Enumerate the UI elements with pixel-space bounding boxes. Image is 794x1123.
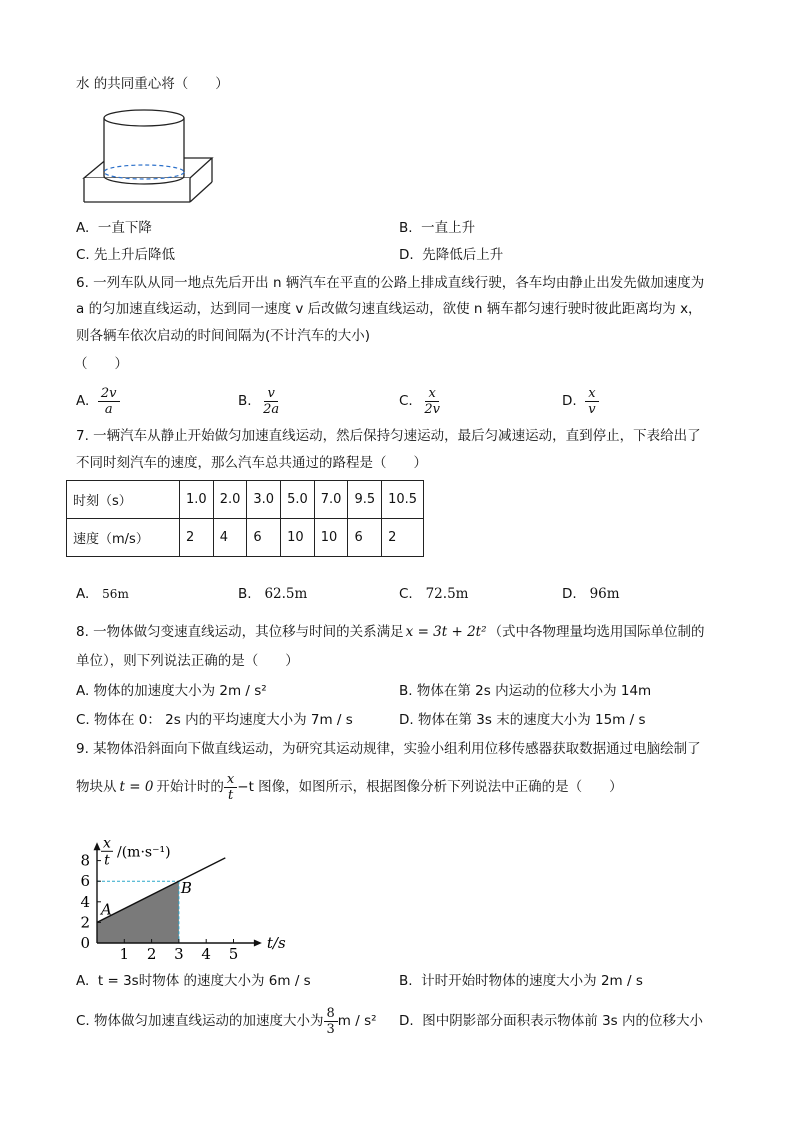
speed-time-table [66,480,424,557]
q7-option-a[interactable]: A. 56m [76,586,129,602]
table-header-time: 时刻（s） [67,481,180,519]
table-cell: 10.5 [382,481,424,519]
q9-option-b[interactable]: B. 计时开始时物体的速度大小为 2m / s [399,973,643,989]
table-cell: 7.0 [314,481,348,519]
table-cell: 1.0 [180,481,214,519]
q7-line1: 7. 一辆汽车从静止开始做匀加速直线运动，然后保持匀速运动，最后匀减速运动，直到停止，下表给出了 [76,428,701,444]
x-tick-label: 5 [228,945,239,960]
table-cell: 6 [348,519,382,557]
q9-option-c[interactable]: C. 物体做匀加速直线运动的加速度大小为 $\frac{8}{3}$ m / s² [76,1005,377,1037]
q6-option-d[interactable]: D. $\frac{x}{v}$ [562,382,599,420]
q7-option-c[interactable]: C. 72.5m [399,586,469,602]
q8-line1: 8. 一物体做匀变速直线运动，其位移与时间的关系满足 x = 3t + 2t² （式中各物理量均选用国际单位制的 [76,624,705,640]
q5-stem: 水 的共同重心将（ ） [76,76,229,92]
point-label-a: A [101,900,112,919]
cylinder-on-plate-figure [80,108,214,208]
q6-line3: 则各辆车依次启动的时间间隔为(不计汽车的大小) [76,328,371,344]
x-over-t-vs-t-chart [80,812,310,960]
table-cell: 2 [180,519,214,557]
x-axis-arrow [254,940,262,947]
x-tick-label: 1 [119,945,130,960]
table-cell: 10 [281,519,315,557]
y-axis-label-numerator: x [103,835,111,852]
table-header-speed: 速度（m/s） [67,519,180,557]
q5-option-d[interactable]: D. 先降低后上升 [399,247,504,263]
y-axis-arrow [94,842,101,850]
y-axis-label-unit: /(m·s⁻¹) [117,844,171,861]
x-axis-label: t/s [266,934,286,952]
table-cell: 2.0 [213,481,247,519]
q6-line1: 6. 一列车队从同一地点先后开出 n 辆汽车在平直的公路上排成直线行驶，各车均由静止出发先做加速度为 [76,275,705,291]
q8-option-a[interactable]: A. 物体的加速度大小为 2m / s² [76,683,267,699]
point-label-b: B [180,879,192,898]
q9-line2: 物块从 t = 0 开始计时的 $\frac{x}{t}$ −t 图像，如图所示，根据图像分析下列说法中正确的是（ ） [76,771,623,803]
q8-option-c[interactable]: C. 物体在 0： 2s 内的平均速度大小为 7m / s [76,712,353,728]
y-tick-label: 6 [80,872,90,891]
x-tick-label: 2 [146,945,157,960]
x-tick-label: 4 [201,945,211,960]
y-tick-label: 8 [80,851,90,870]
q9-line1: 9. 某物体沿斜面向下做直线运动，为研究其运动规律，实验小组利用位移传感器获取数据通过电脑绘制了 [76,741,701,757]
cylinder-top [104,110,184,126]
x-tick-label: 3 [174,945,184,960]
q8-line2: 单位），则下列说法正确的是（ ） [76,653,299,669]
table-cell: 9.5 [348,481,382,519]
y-tick-label: 2 [80,913,90,932]
y-tick-label: 0 [80,934,90,952]
q5-option-b[interactable]: B. 一直上升 [399,220,476,236]
table-cell: 6 [247,519,281,557]
q6-line2: a 的匀加速直线运动，达到同一速度 v 后改做匀速直线运动，欲使 n 辆车都匀速行驶时彼此距离均为 x， [76,301,702,317]
q6-option-b[interactable]: B. $\frac{v}{2a}$ [238,385,280,417]
q7-option-d[interactable]: D. 96m [562,586,620,602]
q7-line2: 不同时刻汽车的速度，那么汽车总共通过的路程是（ ） [76,455,427,471]
table-cell: 2 [382,519,424,557]
y-tick-label: 4 [80,892,90,911]
y-axis-label-denominator: t [104,852,110,869]
q6-option-c[interactable]: C. $\frac{x}{2v}$ [399,385,440,417]
table-cell: 3.0 [247,481,281,519]
q8-option-b[interactable]: B. 物体在第 2s 内运动的位移大小为 14m [399,683,652,699]
table-cell: 4 [213,519,247,557]
table-cell: 10 [314,519,348,557]
q9-option-a[interactable]: A. t = 3s时物体 的速度大小为 6m / s [76,973,311,989]
q5-option-a[interactable]: A. 一直下降 [76,220,152,236]
q6-answer-paren: （ ） [74,356,128,372]
table-row-speed [67,519,424,557]
q8-formula: x = 3t + 2t² [405,624,487,640]
q9-option-d[interactable]: D. 图中阴影部分面积表示物体前 3s 内的位移大小 [399,1013,703,1029]
q5-option-c[interactable]: C. 先上升后降低 [76,247,176,263]
q7-option-b[interactable]: B. 62.5m [238,586,308,602]
q8-option-d[interactable]: D. 物体在第 3s 末的速度大小为 15m / s [399,712,646,728]
table-cell: 5.0 [281,481,315,519]
table-row-time [67,481,424,519]
q6-option-a[interactable]: A. $\frac{2v}{a}$ [76,382,120,420]
